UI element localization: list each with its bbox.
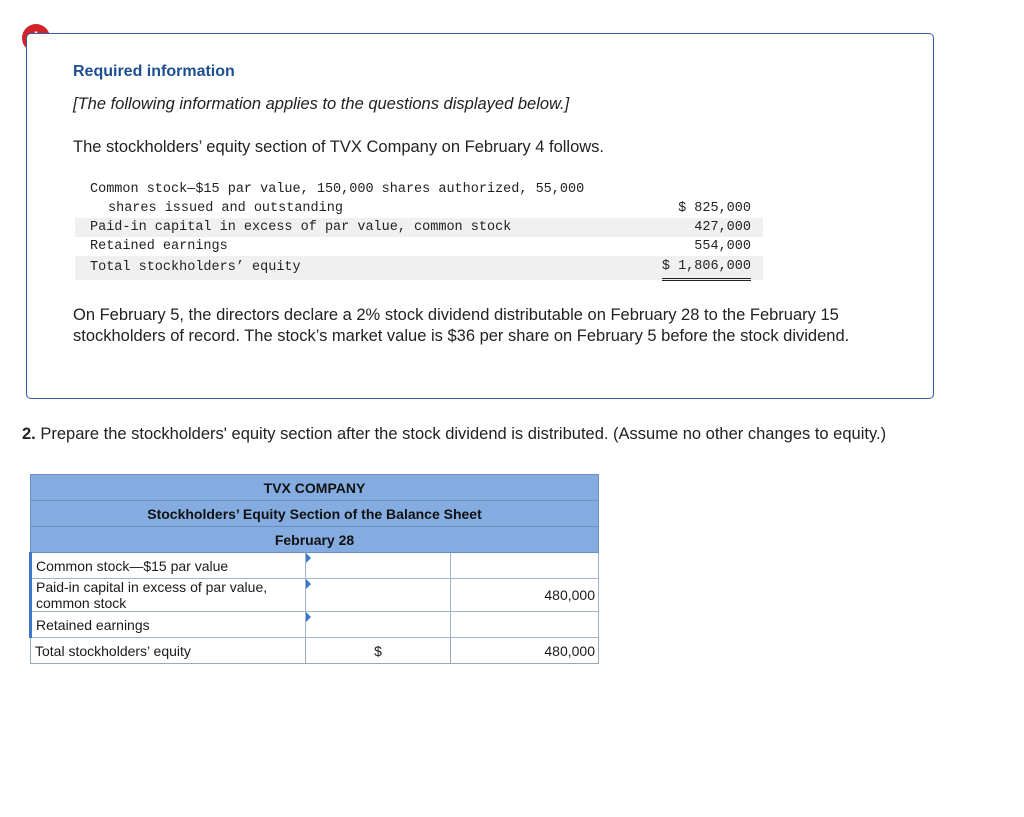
total-equity-amount: $ 1,806,000 bbox=[662, 256, 751, 281]
paid-in-capital-account-select[interactable] bbox=[31, 579, 306, 612]
question-2 bbox=[22, 425, 886, 444]
equity-row-retained-earnings bbox=[75, 237, 763, 256]
total-equity-row-label bbox=[31, 638, 306, 664]
worksheet-row-retained-earnings bbox=[31, 612, 599, 638]
worksheet-row-common-stock bbox=[31, 553, 599, 579]
paid-in-capital-label: Paid-in capital in excess of par value, common stock bbox=[90, 220, 512, 235]
total-equity-worksheet-label: Total stockholders’ equity bbox=[35, 642, 191, 659]
common-stock-amount: $ 825,000 bbox=[678, 201, 751, 216]
worksheet-date: February 28 bbox=[31, 527, 599, 553]
common-stock-account-label: Common stock—$15 par value bbox=[36, 557, 229, 574]
retained-earnings-amount-input[interactable] bbox=[451, 612, 599, 638]
worksheet-section-title: Stockholders’ Equity Section of the Balance Sheet bbox=[31, 501, 599, 527]
common-stock-amount-input[interactable] bbox=[451, 553, 599, 579]
dropdown-marker-icon bbox=[306, 579, 311, 589]
equity-row-total bbox=[75, 256, 763, 280]
paid-in-capital-amount: 427,000 bbox=[694, 220, 751, 235]
total-equity-symbol: $ bbox=[374, 642, 382, 659]
required-information-title: Required information bbox=[73, 63, 235, 80]
paid-in-capital-symbol-cell bbox=[306, 579, 451, 612]
retained-earnings-account-label: Retained earnings bbox=[36, 616, 150, 633]
total-equity-label: Total stockholders’ equity bbox=[90, 260, 301, 275]
paid-in-capital-amount-input[interactable] bbox=[451, 579, 599, 612]
common-stock-label-line1: Common stock—$15 par value, 150,000 shares authorized, 55,000 bbox=[90, 182, 585, 197]
retained-earnings-account-select[interactable] bbox=[31, 612, 306, 638]
common-stock-label-line2: shares issued and outstanding bbox=[108, 201, 343, 216]
feb4-equity-section bbox=[75, 180, 763, 280]
equity-row-common-stock bbox=[75, 180, 763, 218]
total-equity-amount-value: 480,000 bbox=[544, 642, 595, 659]
applies-note: [The following information applies to the questions displayed below.] bbox=[73, 95, 570, 113]
total-equity-dollar-sign bbox=[306, 638, 451, 664]
intro-text: The stockholders’ equity section of TVX Company on February 4 follows. bbox=[73, 138, 605, 156]
common-stock-symbol-cell bbox=[306, 553, 451, 579]
dividend-description: On February 5, the directors declare a 2% stock dividend distributable on February 28 to the February 15 stockholders of record. The stock’s market value is $36 per share on February 5 before the stock dividend. bbox=[73, 306, 850, 345]
retained-earnings-label: Retained earnings bbox=[90, 239, 228, 254]
question-number: 2. bbox=[22, 425, 36, 443]
paid-in-capital-amount-value: 480,000 bbox=[544, 587, 595, 603]
dropdown-marker-icon bbox=[306, 553, 311, 563]
worksheet-header-date bbox=[31, 527, 599, 553]
retained-earnings-symbol-cell bbox=[306, 612, 451, 638]
worksheet-company: TVX COMPANY bbox=[31, 475, 599, 501]
worksheet-header-section bbox=[31, 501, 599, 527]
paid-in-capital-account-label: Paid-in capital in excess of par value, common stock bbox=[36, 579, 268, 611]
total-equity-amount-cell bbox=[451, 638, 599, 664]
worksheet-row-total bbox=[31, 638, 599, 664]
worksheet-row-paid-in-capital bbox=[31, 579, 599, 612]
equity-row-paid-in-capital bbox=[75, 218, 763, 237]
question-text: Prepare the stockholders' equity section after the stock dividend is distributed. (Assume no other changes to equity.) bbox=[35, 425, 887, 443]
common-stock-account-select[interactable] bbox=[31, 553, 306, 579]
worksheet-header-company bbox=[31, 475, 599, 501]
retained-earnings-amount: 554,000 bbox=[694, 237, 751, 257]
equity-worksheet bbox=[29, 474, 599, 664]
dropdown-marker-icon bbox=[306, 612, 311, 622]
